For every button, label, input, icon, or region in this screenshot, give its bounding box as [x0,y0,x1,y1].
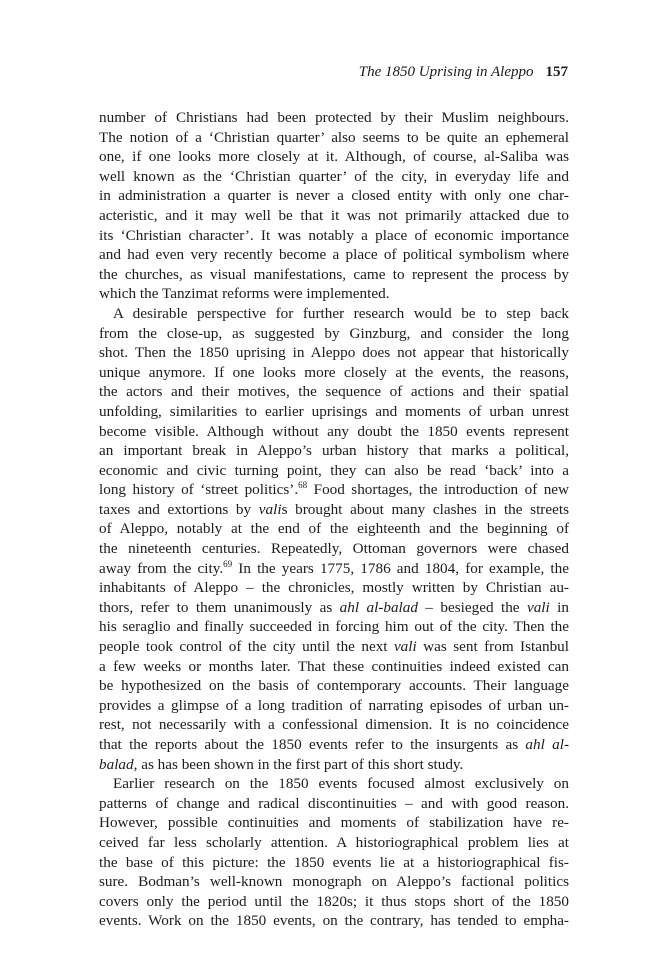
text-line: that the reports about the 1850 events refer to the insurgents as ahl al- [99,736,570,753]
paragraph [99,108,569,304]
italic-term: vali [526,598,550,616]
text-line: one, if one looks more closely at it. Although, of course, al-Saliba was [99,148,569,166]
page-number: 157 [545,64,568,80]
footnote-ref: 68 [298,480,308,491]
italic-term: vali [393,638,417,656]
text-line: unfolding, similarities to earlier uprisings and moments of urban unrest [99,402,569,420]
text-line: become visible. Although without any doubt the 1850 events represent [99,422,569,440]
paragraph [99,304,569,774]
body-text [99,108,569,931]
text-line: Earlier research on the 1850 events focused almost exclusively on [113,775,569,793]
italic-term: ahl al-balad [339,598,418,616]
text-line: rest, not necessarily with a confessional dimension. It is no coincidence [99,716,569,734]
text-line: balad, as has been shown in the first part of this short study. [99,755,464,773]
text-line: well known as the ‘Christian quarter’ of the city, in everyday life and [99,167,569,185]
text-line: inhabitants of Aleppo – the chronicles, mostly written by Christian au- [99,579,569,597]
text-line: his seraglio and finally succeeded in forcing him out of the city. Then the [99,618,569,636]
text-line: The notion of a ‘Christian quarter’ also seems to be quite an ephemeral [99,128,569,146]
text-line: patterns of change and radical discontinuities – and with good reason. [99,794,569,812]
text-line: economic and civic turning point, they can also be read ‘back’ into a [99,461,569,479]
text-line: the base of this picture: the 1850 events lie at a historiographical fis- [99,853,569,871]
italic-term: vali [258,500,282,518]
text-line: people took control of the city until the next vali was sent from Istanbul [99,638,569,656]
text-line: which the Tanzimat reforms were implemented. [99,285,390,303]
text-line: the churches, as visual manifestations, came to represent the process by [99,265,569,283]
text-line: unique anymore. If one looks more closely at the events, the reasons, [99,363,569,381]
text-line: an important break in Aleppo’s urban history that marks a political, [99,442,569,460]
text-line: provides a glimpse of a long tradition of narrating episodes of urban un- [99,696,569,714]
text-line: a few weeks or months later. That these continuities indeed existed can [99,657,569,675]
text-line: long history of ‘street politics’.$^{68}$ Food shortages, the introduction of new [99,480,570,499]
text-line: thors, refer to them unanimously as ahl al-balad – besieged the vali in [99,598,569,616]
text-line: be hypothesized on the basis of contemporary accounts. Their language [99,677,569,695]
footnote-ref: 69 [223,558,233,569]
text-line: number of Christians had been protected by their Muslim neighbours. [99,109,569,126]
italic-term: balad [99,755,134,773]
paragraph [99,774,569,931]
text-line: the actors and their motives, the sequence of actions and their spatial [99,383,569,401]
text-line: and had even very recently become a place of political symbolism where [99,246,569,264]
running-header [359,64,568,81]
text-line: A desirable perspective for further research would be to step back [113,304,569,322]
text-line: away from the city.$^{69}$ In the years 1775, 1786 and 1804, for example, the [99,558,569,577]
text-line: of Aleppo, notably at the end of the eighteenth and the beginning of [99,520,569,538]
text-line: acteristic, and it may well be that it was not primarily attacked due to [99,206,569,224]
text-line: from the close-up, as suggested by Ginzburg, and consider the long [99,324,569,342]
text-line: events. Work on the 1850 events, on the contrary, has tended to empha- [99,912,569,930]
text-line: in administration a quarter is never a closed entity with only one char- [99,187,569,205]
text-line: taxes and extortions by valis brought about many clashes in the streets [99,500,569,518]
text-line: covers only the period until the 1820s; it thus stops short of the 1850 [99,892,569,910]
text-line: However, possible continuities and moments of stabilization have re- [99,814,569,832]
text-line: sure. Bodman’s well-known monograph on Aleppo’s factional politics [99,873,569,891]
running-title: The 1850 Uprising in Aleppo [358,64,534,80]
text-line: its ‘Christian character’. It was notably a place of economic importance [99,226,569,244]
text-line: ceived far less scholarly attention. A historiographical problem lies at [99,833,569,851]
italic-term: ahl al- [525,736,570,753]
text-line: shot. Then the 1850 uprising in Aleppo does not appear that historically [99,344,569,362]
text-line: the nineteenth centuries. Repeatedly, Ottoman governors were chased [99,540,569,558]
